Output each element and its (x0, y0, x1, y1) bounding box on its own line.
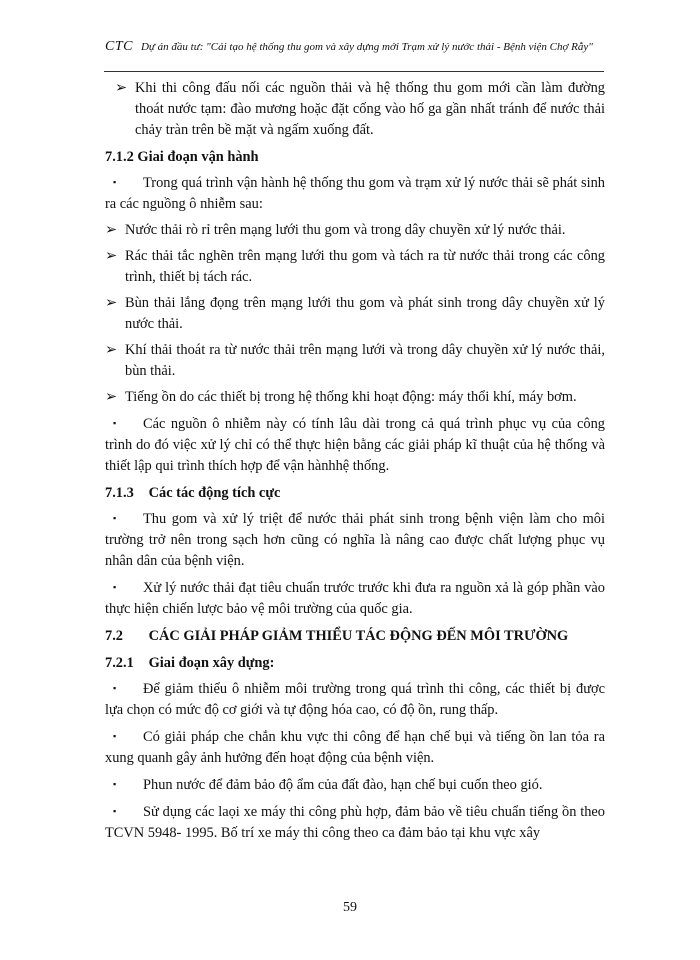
paragraph (105, 413, 605, 477)
section-number: 7.1.3 (105, 485, 134, 501)
list-item-text: Tiếng ồn do các thiết bị trong hệ thống khi hoạt động: máy thổi khí, máy bơm. (125, 389, 577, 405)
paragraph (105, 577, 605, 620)
paragraph-text: Xử lý nước thải đạt tiêu chuẩn trước trước khi đưa ra nguồn xả là góp phần vào thực hiện chiến lược bảo vệ môi trường của quốc gia. (105, 580, 605, 617)
arrow-bullet-icon: ➢ (105, 342, 118, 358)
list-item-text: Nước thải rò rỉ trên mạng lưới thu gom và trong dây chuyền xử lý nước thải. (125, 222, 566, 238)
section-title: Giai đoạn vận hành (137, 149, 259, 165)
paragraph-text: Sử dụng các laọi xe máy thi công phù hợp, đảm bảo về tiêu chuẩn tiếng ồn theo TCVN 5948- 1995. Bố trí xe máy thi công theo ca đảm bảo tại khu vực xây (105, 804, 605, 841)
square-bullet-icon: ▪ (113, 806, 117, 816)
paragraph (105, 801, 605, 844)
arrow-bullet-icon: ➢ (105, 222, 118, 238)
paragraph-text: Thu gom và xử lý triệt để nước thải phát sinh trong bệnh viện làm cho môi trường trở nên trong sạch hơn cũng có nghĩa là nâng cao được chất lượng phục vụ nhân dân của bệnh viện. (105, 511, 605, 569)
page-number: 59 (343, 900, 357, 915)
paragraph (105, 508, 605, 572)
header-code: CTC (105, 39, 133, 54)
paragraph (105, 774, 605, 796)
list-item-text: Khí thải thoát ra từ nước thải trên mạng lưới và trong dây chuyền xử lý nước thải, bùn thải. (125, 342, 605, 379)
paragraph (105, 726, 605, 769)
arrow-bullet-icon: ➢ (105, 389, 118, 405)
square-bullet-icon: ▪ (113, 418, 117, 428)
arrow-bullet-icon: ➢ (105, 295, 118, 311)
paragraph-text: Các nguồn ô nhiễm này có tính lâu dài trong cả quá trình phục vụ của công trình do đó việc xử lý chỉ có thể thực hiện bằng các giải pháp kĩ thuật của hệ thống và thiết lập qui trình thích hợp để vận hànhhệ thống. (105, 416, 605, 474)
list-item (105, 246, 605, 288)
section-title: Các tác động tích cực (148, 485, 281, 501)
section-number: 7.1.2 (105, 149, 134, 165)
list-item-text: Khi thi công đấu nối các nguồn thải và hệ thống thu gom mới cần làm đường thoát nước tạm: đào mương hoặc đặt cống vào hố ga gần nhất tránh để nước thải chảy tràn trên bề mặt và ngấm xuống đất. (135, 80, 605, 138)
section-heading-7-1-3 (105, 483, 605, 504)
list-item (105, 220, 605, 241)
list-item (105, 293, 605, 335)
square-bullet-icon: ▪ (113, 779, 117, 789)
list-item (115, 78, 605, 141)
paragraph-text: Có giải pháp che chắn khu vực thi công để hạn chế bụi và tiếng ồn lan tỏa ra xung quanh gây ảnh hưởng đến hoạt động của bệnh viện. (105, 729, 605, 766)
paragraph-text: Phun nước để đảm bảo độ ẩm của đất đào, hạn chế bụi cuốn theo gió. (143, 777, 543, 793)
list-item (105, 340, 605, 382)
paragraph-text: Để giảm thiểu ô nhiễm môi trường trong quá trình thi công, các thiết bị được lựa chọn có mức độ cơ giới và tự động hóa cao, có độ ồn, rung thấp. (105, 681, 605, 718)
list-item-text: Bùn thải lắng đọng trên mạng lưới thu gom và phát sinh trong dây chuyền xử lý nước thải. (125, 295, 605, 332)
paragraph (105, 678, 605, 721)
section-number: 7.2 (105, 628, 123, 644)
paragraph (105, 172, 605, 215)
square-bullet-icon: ▪ (113, 683, 117, 693)
arrow-bullet-icon: ➢ (115, 80, 128, 96)
arrow-bullet-icon: ➢ (105, 248, 118, 264)
section-number: 7.2.1 (105, 655, 134, 671)
header-project-title: Dự án đầu tư: "Cải tạo hệ thống thu gom và xây dựng mới Trạm xử lý nước thải - Bệnh viện Chợ Rẫy" (140, 41, 593, 53)
section-heading-7-1-2 (105, 147, 605, 168)
square-bullet-icon: ▪ (113, 731, 117, 741)
paragraph-text: Trong quá trình vận hành hệ thống thu gom và trạm xử lý nước thải sẽ phát sinh ra các nguồng ô nhiễm sau: (105, 175, 605, 212)
page-header (105, 40, 605, 54)
section-title: CÁC GIẢI PHÁP GIẢM THIỂU TÁC ĐỘNG ĐẾN MÔI TRƯỜNG (148, 628, 569, 644)
list-item-text: Rác thải tắc nghẽn trên mạng lưới thu gom và tách ra từ nước thải trong các công trình, thiết bị tách rác. (125, 248, 605, 285)
square-bullet-icon: ▪ (113, 582, 117, 592)
section-title: Giai đoạn xây dựng: (148, 655, 275, 671)
document-body (105, 78, 605, 849)
square-bullet-icon: ▪ (113, 513, 117, 523)
square-bullet-icon: ▪ (113, 177, 117, 187)
header-divider (104, 71, 604, 72)
list-item (105, 387, 605, 408)
section-heading-7-2 (105, 626, 605, 647)
section-heading-7-2-1 (105, 653, 605, 674)
